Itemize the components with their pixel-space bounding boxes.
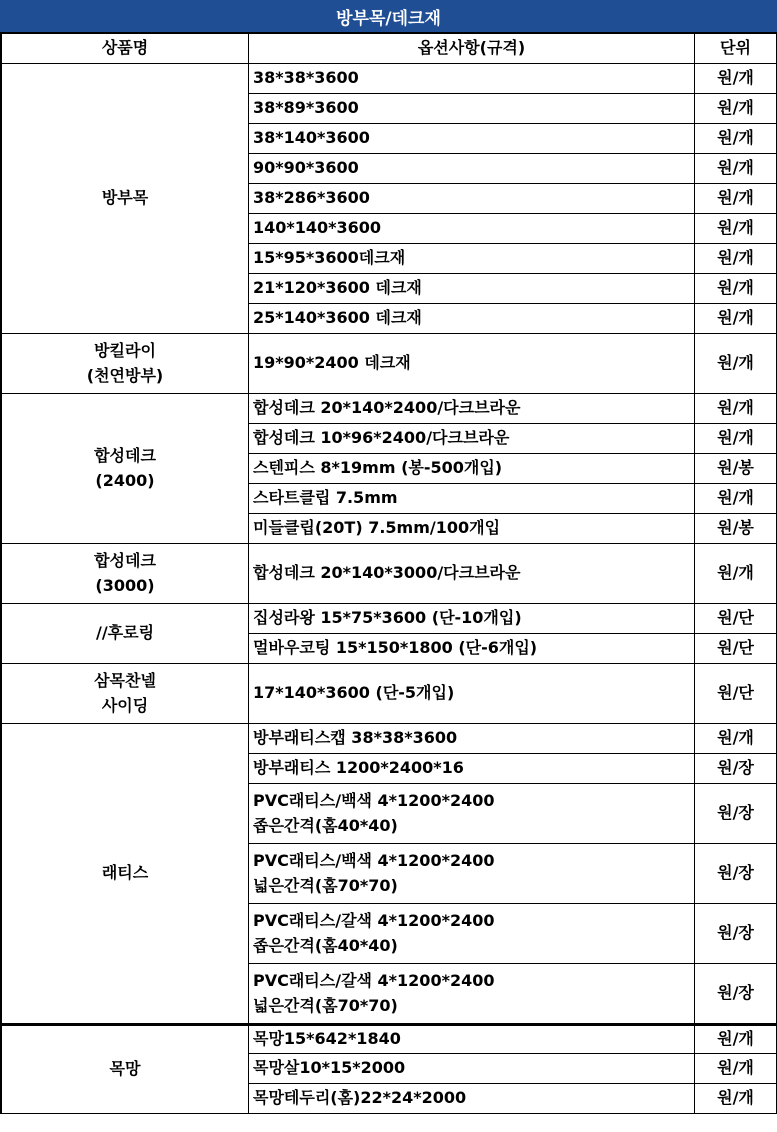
- option-text: 방부래티스캡 38*38*3600: [253, 728, 458, 748]
- unit-cell: 원/봉: [695, 514, 777, 544]
- unit-cell: 원/장: [695, 784, 777, 844]
- sheet-title: 방부목/데크재: [0, 0, 777, 34]
- option-cell: [249, 64, 695, 94]
- option-cell: [249, 754, 695, 784]
- option-text: 목망살10*15*2000: [253, 1058, 406, 1078]
- product-name-cell: [0, 664, 249, 724]
- option-cell: [249, 604, 695, 634]
- option-text: PVC래티스/백색 4*1200*2400: [253, 850, 495, 870]
- unit-cell: 원/개: [695, 94, 777, 124]
- unit-cell: 원/개: [695, 304, 777, 334]
- option-text: 38*38*3600: [253, 68, 359, 88]
- option-text: 집성라왕 15*75*3600 (단-10개입): [253, 608, 522, 628]
- option-cell: [249, 184, 695, 214]
- unit-cell: 원/개: [695, 1084, 777, 1114]
- unit-cell: 원/개: [695, 154, 777, 184]
- option-text: PVC래티스/갈색 4*1200*2400: [253, 910, 495, 930]
- unit-cell: 원/개: [695, 214, 777, 244]
- option-cell: [249, 1084, 695, 1114]
- option-text: 방부래티스 1200*2400*16: [253, 758, 464, 778]
- option-text: 38*140*3600: [253, 128, 370, 148]
- product-name-cell: [0, 64, 249, 334]
- unit-cell: 원/개: [695, 394, 777, 424]
- option-cell: [249, 664, 695, 724]
- option-text: 넓은간격(홈70*70): [253, 875, 398, 895]
- option-cell: [249, 94, 695, 124]
- option-cell: [249, 124, 695, 154]
- option-text: 21*120*3600 데크재: [253, 278, 422, 298]
- unit-cell: 원/개: [695, 274, 777, 304]
- option-cell: [249, 424, 695, 454]
- option-cell: [249, 214, 695, 244]
- product-name-line: 삼목찬넬: [94, 670, 156, 690]
- option-cell: [249, 844, 695, 904]
- product-name-cell: [0, 544, 249, 604]
- header-product: 상품명: [0, 34, 249, 64]
- option-text: 멀바우코팅 15*150*1800 (단-6개입): [253, 638, 538, 658]
- option-text: 90*90*3600: [253, 158, 359, 178]
- product-name-line: (3000): [95, 575, 155, 595]
- unit-cell: 원/개: [695, 424, 777, 454]
- option-cell: [249, 244, 695, 274]
- option-text: 25*140*3600 데크재: [253, 308, 422, 328]
- option-cell: [249, 544, 695, 604]
- product-name-line: (2400): [95, 470, 155, 490]
- option-cell: [249, 904, 695, 964]
- unit-cell: 원/개: [695, 124, 777, 154]
- option-cell: [249, 964, 695, 1024]
- unit-cell: 원/개: [695, 64, 777, 94]
- option-text: 합성데크 20*140*2400/다크브라운: [253, 398, 521, 418]
- product-name-cell: [0, 334, 249, 394]
- option-text: 17*140*3600 (단-5개입): [253, 683, 455, 703]
- unit-cell: 원/개: [695, 1054, 777, 1084]
- option-text: 좁은간격(홈40*40): [253, 815, 398, 835]
- option-text: 목망15*642*1840: [253, 1029, 401, 1049]
- option-text: 미들클립(20T) 7.5mm/100개입: [253, 518, 501, 538]
- option-cell: [249, 1024, 695, 1054]
- option-text: 38*89*3600: [253, 98, 359, 118]
- option-cell: [249, 274, 695, 304]
- option-text: 15*95*3600데크재: [253, 248, 406, 268]
- product-name-line: 사이딩: [101, 695, 149, 715]
- product-name-line: 합성데크: [94, 445, 156, 465]
- product-name-line: 래티스: [101, 863, 149, 883]
- unit-cell: 원/장: [695, 904, 777, 964]
- product-name-line: 목망: [109, 1059, 141, 1079]
- header-unit: 단위: [695, 34, 777, 64]
- unit-cell: 원/개: [695, 724, 777, 754]
- unit-cell: 원/개: [695, 184, 777, 214]
- option-cell: [249, 634, 695, 664]
- product-name-cell: [0, 1024, 249, 1114]
- option-cell: [249, 784, 695, 844]
- option-text: PVC래티스/갈색 4*1200*2400: [253, 970, 495, 990]
- unit-cell: 원/개: [695, 1024, 777, 1054]
- option-cell: [249, 154, 695, 184]
- product-name-line: 합성데크: [94, 550, 156, 570]
- unit-cell: 원/개: [695, 484, 777, 514]
- option-cell: [249, 1054, 695, 1084]
- unit-cell: 원/장: [695, 754, 777, 784]
- option-text: 스타트클립 7.5mm: [253, 488, 398, 508]
- unit-cell: 원/장: [695, 964, 777, 1024]
- product-name-cell: [0, 724, 249, 1024]
- option-text: 합성데크 20*140*3000/다크브라운: [253, 563, 521, 583]
- header-option: 옵션사항(규격): [249, 34, 695, 64]
- product-name-cell: [0, 394, 249, 544]
- option-cell: [249, 334, 695, 394]
- option-text: 목망테두리(홈)22*24*2000: [253, 1088, 467, 1108]
- option-cell: [249, 724, 695, 754]
- unit-cell: 원/단: [695, 664, 777, 724]
- unit-cell: 원/개: [695, 544, 777, 604]
- unit-cell: 원/단: [695, 634, 777, 664]
- option-cell: [249, 514, 695, 544]
- product-name-cell: [0, 604, 249, 664]
- product-name-line: //후로링: [95, 623, 155, 643]
- option-cell: [249, 304, 695, 334]
- option-cell: [249, 394, 695, 424]
- option-text: 넓은간격(홈70*70): [253, 995, 398, 1015]
- option-text: 스텐피스 8*19mm (봉-500개입): [253, 458, 503, 478]
- unit-cell: 원/개: [695, 244, 777, 274]
- unit-cell: 원/개: [695, 334, 777, 394]
- option-text: PVC래티스/백색 4*1200*2400: [253, 790, 495, 810]
- unit-cell: 원/장: [695, 844, 777, 904]
- product-name-line: 방킬라이: [94, 340, 156, 360]
- unit-cell: 원/단: [695, 604, 777, 634]
- product-name-line: (천연방부): [86, 365, 164, 385]
- option-text: 38*286*3600: [253, 188, 370, 208]
- option-text: 19*90*2400 데크재: [253, 353, 411, 373]
- option-text: 좁은간격(홈40*40): [253, 935, 398, 955]
- unit-cell: 원/봉: [695, 454, 777, 484]
- option-text: 140*140*3600: [253, 218, 382, 238]
- option-cell: [249, 484, 695, 514]
- option-text: 합성데크 10*96*2400/다크브라운: [253, 428, 510, 448]
- option-cell: [249, 454, 695, 484]
- product-name-line: 방부목: [101, 188, 149, 208]
